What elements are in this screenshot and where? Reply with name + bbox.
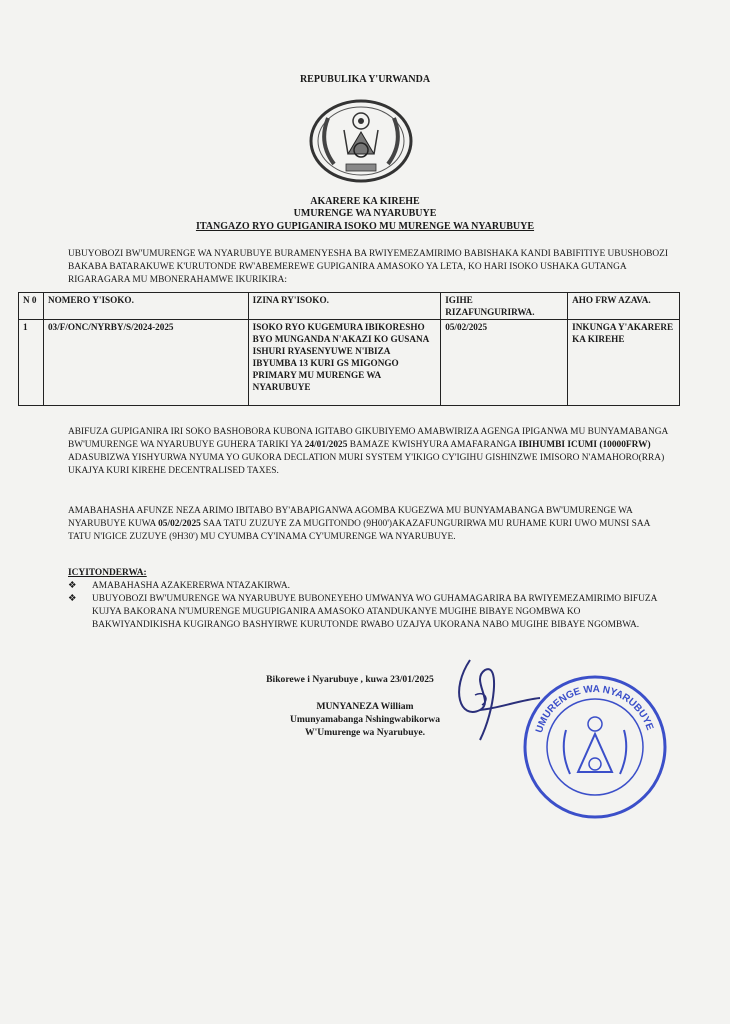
table-header-cell: N 0 [19,293,44,320]
paragraph-text: ADASUBIZWA YISHYURWA NYUMA YO GUKORA DECLATION MURI SYSTEM Y'IKIGO CY'IGIHU GISHINZWE IMISORO N'AMAHORO(RRA) UKAJYA KURI KIREHE DECENTRALISED TAXES. [68,453,665,476]
stamp-text: UMURENGE WA NYARUBUYE [534,683,656,735]
note-text: UBUYOBOZI BW'UMURENGE WA NYARUBUYE BUBONEYEHO UMWANYA WO GUHAMAGARIRA BA RWIYEMEZAMIRIMO BIFUZA KUJYA BAKORANA N'UMURENGE MUGUPIGANIRA AMASOKO ATANDUKANYE MUGIHE BIBAYE NGOMBWA KO BAKWIYANDIKISHA KUGIRANGO BASHYIRWE KURUTONDE RWABO UZAJYA UKORANA NABO MUGIHE BIBAYE NGOMBWA. [92,594,657,630]
table-header-cell: IGIHE RIZAFUNGURIRWA. [441,293,568,320]
paragraph-text: SAA TATU ZUZUYE ZA MUGITONDO (9H00')AKAZAFUNGURIRWA MU RUHAME KURI UWO MUNSI SAA TATU N'IGICE ZUZUYE (9H30') MU CYUMBA CY'INAMA CY'UMURENGE WA NYARUBUYE. [68,519,650,542]
table-cell-tender-name: ISOKO RYO KUGEMURA IBIKORESHO BYO MUNGANDA N'AKAZI KO GUSANA ISHURI RYASENYUWE N'IBIZA IBYUMBA 13 KURI GS MIGONGO PRIMARY MU MURENGE WA NYARUBUYE [248,320,441,406]
table-cell-tender-id: 03/F/ONC/NYRBY/S/2024-2025 [43,320,248,406]
official-stamp [520,672,670,822]
signatory-name: MUNYANEZA William [316,701,414,712]
paragraph-text: AMABAHASHA AFUNZE NEZA ARIMO IBITABO BY'ABAPIGANWA AGOMBA KUGEZWA MU BUNYAMABANGA BW'UMURENGE WA NYARUBUYE KUWA [68,506,633,529]
signatory-office: W'Umurenge wa Nyarubuye. [304,727,425,738]
notes-list [68,580,668,632]
paragraph-text: BAMAZE KWISHYURA AMAFARANGA [347,440,519,450]
table-header-cell: AHO FRW AZAVA. [568,293,680,320]
note-text: AMABAHASHA AZAKERERWA NTAZAKIRWA. [92,581,290,591]
republic-heading: REPUBULIKA Y'URWANDA [299,74,431,85]
paragraph-text: ABIFUZA GUPIGANIRA IRI SOKO BASHOBORA KUBONA IGITABO GIKUBIYEMO AMABWIRIZA AGENGA IPIGANWA MU BUNYAMABANGA BW'UMURENGE WA NYARUBUYE GUHERA TARIKI YA [68,427,668,450]
start-date: 24/01/2025 [304,440,348,450]
submission-paragraph [68,505,668,544]
table-row [19,320,680,406]
table-header-cell: IZINA RY'ISOKO. [248,293,441,320]
notice-title: ITANGAZO RYO GUPIGANIRA ISOKO MU MURENGE WA NYARUBUYE [195,221,535,232]
notes-heading: ICYITONDERWA: [68,568,147,578]
table-cell-opening-date: 05/02/2025 [441,320,568,406]
table-cell-number: 1 [19,320,44,406]
district-heading: AKARERE KA KIREHE [310,196,420,207]
sector-heading: UMURENGE WA NYARUBUYE [293,208,437,219]
tender-table [18,292,680,406]
table-header-cell: NOMERO Y'ISOKO. [43,293,248,320]
fee-amount: IBIHUMBI ICUMI (10000FRW) [518,440,651,450]
bullet-icon: ❖ [68,594,77,604]
table-header-row [19,293,680,320]
list-item [68,580,668,593]
signatory-title: Umunyamabanga Nshingwabikorwa [289,714,441,725]
procurement-paragraph [68,426,668,478]
deadline-date: 05/02/2025 [158,519,201,529]
list-item [68,593,668,632]
place-date: Bikorewe i Nyarubuye , kuwa 23/01/2025 [266,674,434,685]
bullet-icon: ❖ [68,581,77,591]
table-cell-funding-source: INKUNGA Y'AKARERE KA KIREHE [568,320,680,406]
national-seal-emblem [308,98,414,184]
intro-paragraph: UBUYOBOZI BW'UMURENGE WA NYARUBUYE BURAMENYESHA BA RWIYEMEZAMIRIMO BABISHAKA KANDI BABIFITIYE UBUSHOBOZI BAKABA BATARAKUWE K'URUTONDE RW'ABEMEREWE GUPIGANIRA AMASOKO YA LETA, KO HARI ISOKO USHAKA GUTANGA RIGARAGARA MU MBONERAHAMWE IKURIKIRA: [68,249,668,285]
